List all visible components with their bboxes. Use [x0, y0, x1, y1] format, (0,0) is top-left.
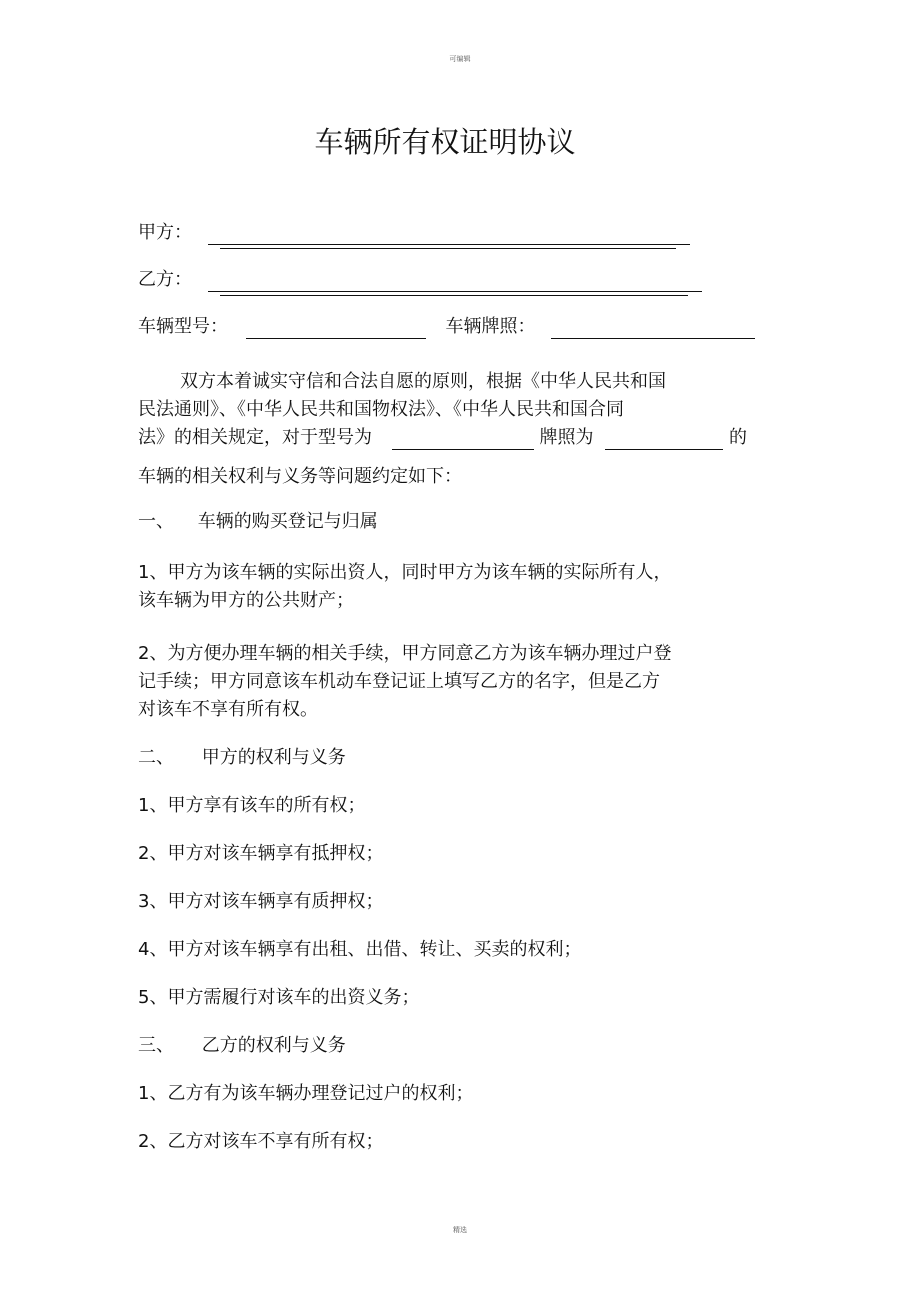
section-2-heading — [138, 746, 346, 770]
party-b-row — [138, 268, 702, 292]
section-2-number: 二、 — [138, 747, 174, 768]
s2-item: 2、甲方对该车辆享有抵押权； — [138, 843, 384, 864]
model-blank — [246, 316, 426, 339]
plate-label: 车辆牌照： — [445, 316, 536, 337]
s1-item-2-line-2: 记手续；甲方同意该车机动车登记证上填写乙方的名字，但是乙方 — [138, 671, 660, 692]
section-1-title: 车辆的购买登记与归属 — [197, 511, 378, 532]
intro-line-3-text: 法》的相关规定，对于型号为 — [138, 427, 372, 448]
s2-item: 3、甲方对该车辆享有质押权； — [138, 891, 384, 912]
model-label: 车辆型号： — [138, 316, 228, 337]
vehicle-info-row — [138, 315, 755, 339]
party-b-blank — [208, 269, 702, 292]
page-footer: 精选 — [453, 1226, 467, 1234]
s2-item: 4、甲方对该车辆享有出租、出借、转让、买卖的权利； — [138, 939, 582, 960]
party-a-row — [138, 221, 690, 245]
intro-line-4: 车辆的相关权利与义务等问题约定如下： — [138, 466, 462, 487]
party-a-blank — [208, 222, 690, 245]
party-a-label: 甲方： — [138, 222, 192, 243]
section-1-heading — [138, 510, 378, 534]
page-header: 可编辑 — [449, 55, 471, 63]
plate-inline-blank — [605, 427, 723, 450]
intro-line-3 — [138, 426, 747, 450]
s3-item: 1、乙方有为该车辆办理登记过户的权利； — [138, 1083, 474, 1104]
s1-item-2-line-3: 对该车不享有所有权。 — [138, 699, 318, 720]
s2-item: 1、甲方享有该车的所有权； — [138, 795, 366, 816]
s1-item-2-line-1: 2、为方便办理车辆的相关手续，甲方同意乙方为该车辆办理过户登 — [138, 643, 672, 664]
party-b-label: 乙方： — [138, 269, 192, 290]
s3-item: 2、乙方对该车不享有所有权； — [138, 1131, 384, 1152]
intro-line-2: 民法通则》、《中华人民共和国物权法》、《中华人民共和国合同 — [138, 399, 624, 420]
model-inline-blank — [392, 427, 534, 450]
section-3-number: 三、 — [138, 1035, 174, 1056]
intro-line-3-plate: 牌照为 — [539, 427, 594, 448]
s2-item: 5、甲方需履行对该车的出资义务； — [138, 987, 420, 1008]
intro-line-3-end: 的 — [728, 427, 747, 448]
section-3-title: 乙方的权利与义务 — [201, 1035, 346, 1056]
s1-item-1-line-2: 该车辆为甲方的公共财产； — [138, 590, 354, 611]
s1-item-1-line-1: 1、甲方为该车辆的实际出资人，同时甲方为该车辆的实际所有人， — [138, 562, 672, 583]
section-3-heading — [138, 1034, 346, 1058]
plate-blank — [551, 316, 755, 339]
section-1-number: 一、 — [138, 511, 174, 532]
document-title: 车辆所有权证明协议 — [314, 125, 576, 159]
intro-line-1: 双方本着诚实守信和合法自愿的原则，根据《中华人民共和国 — [180, 371, 666, 392]
section-2-title: 甲方的权利与义务 — [201, 747, 346, 768]
